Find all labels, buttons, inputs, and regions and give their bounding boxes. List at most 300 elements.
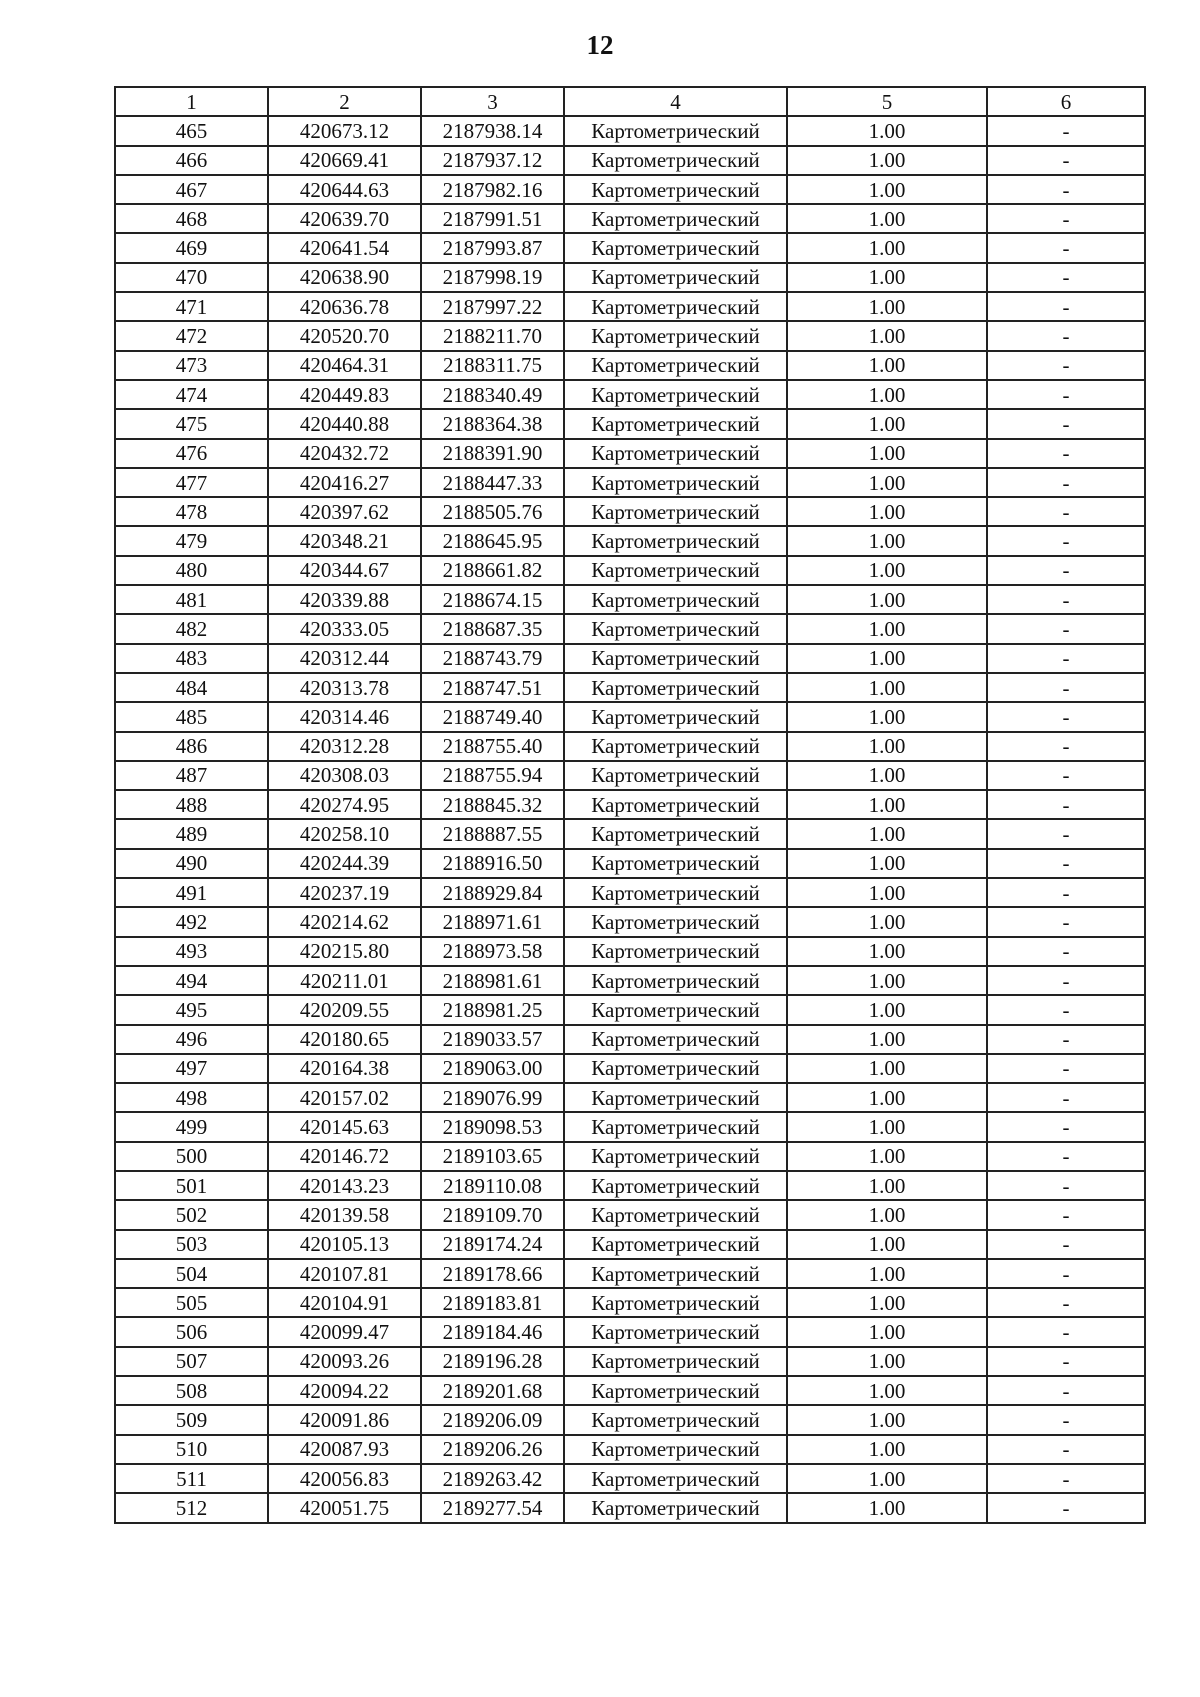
x-coordinate-cell: 420209.55 bbox=[268, 995, 421, 1024]
method-cell: Картометрический bbox=[564, 1230, 787, 1259]
point-number-cell: 483 bbox=[115, 644, 268, 673]
accuracy-cell: 1.00 bbox=[787, 321, 987, 350]
x-coordinate-cell: 420673.12 bbox=[268, 116, 421, 145]
method-cell: Картометрический bbox=[564, 1493, 787, 1522]
y-coordinate-cell: 2189103.65 bbox=[421, 1142, 564, 1171]
table-row bbox=[115, 849, 1145, 878]
x-coordinate-cell: 420093.26 bbox=[268, 1347, 421, 1376]
point-number-cell: 512 bbox=[115, 1493, 268, 1522]
table-row bbox=[115, 790, 1145, 819]
method-cell: Картометрический bbox=[564, 1288, 787, 1317]
description-cell: - bbox=[987, 702, 1145, 731]
table-row bbox=[115, 585, 1145, 614]
method-cell: Картометрический bbox=[564, 673, 787, 702]
method-cell: Картометрический bbox=[564, 233, 787, 262]
point-number-cell: 488 bbox=[115, 790, 268, 819]
point-number-cell: 497 bbox=[115, 1054, 268, 1083]
accuracy-cell: 1.00 bbox=[787, 644, 987, 673]
x-coordinate-cell: 420104.91 bbox=[268, 1288, 421, 1317]
method-cell: Картометрический bbox=[564, 1435, 787, 1464]
point-number-cell: 480 bbox=[115, 556, 268, 585]
x-coordinate-cell: 420211.01 bbox=[268, 966, 421, 995]
y-coordinate-cell: 2189184.46 bbox=[421, 1317, 564, 1346]
method-cell: Картометрический bbox=[564, 937, 787, 966]
x-coordinate-cell: 420440.88 bbox=[268, 409, 421, 438]
x-coordinate-cell: 420258.10 bbox=[268, 819, 421, 848]
table-row bbox=[115, 995, 1145, 1024]
point-number-cell: 475 bbox=[115, 409, 268, 438]
point-number-cell: 490 bbox=[115, 849, 268, 878]
description-cell: - bbox=[987, 468, 1145, 497]
accuracy-cell: 1.00 bbox=[787, 380, 987, 409]
x-coordinate-cell: 420432.72 bbox=[268, 439, 421, 468]
description-cell: - bbox=[987, 585, 1145, 614]
x-coordinate-cell: 420051.75 bbox=[268, 1493, 421, 1522]
method-cell: Картометрический bbox=[564, 380, 787, 409]
method-cell: Картометрический bbox=[564, 1259, 787, 1288]
table-row bbox=[115, 644, 1145, 673]
table-row bbox=[115, 1230, 1145, 1259]
method-cell: Картометрический bbox=[564, 1025, 787, 1054]
y-coordinate-cell: 2188447.33 bbox=[421, 468, 564, 497]
x-coordinate-cell: 420215.80 bbox=[268, 937, 421, 966]
accuracy-cell: 1.00 bbox=[787, 497, 987, 526]
accuracy-cell: 1.00 bbox=[787, 614, 987, 643]
method-cell: Картометрический bbox=[564, 556, 787, 585]
y-coordinate-cell: 2187997.22 bbox=[421, 292, 564, 321]
description-cell: - bbox=[987, 292, 1145, 321]
description-cell: - bbox=[987, 439, 1145, 468]
description-cell: - bbox=[987, 321, 1145, 350]
description-cell: - bbox=[987, 497, 1145, 526]
description-cell: - bbox=[987, 1112, 1145, 1141]
description-cell: - bbox=[987, 1171, 1145, 1200]
accuracy-cell: 1.00 bbox=[787, 351, 987, 380]
table-row bbox=[115, 702, 1145, 731]
point-number-cell: 467 bbox=[115, 175, 268, 204]
table-header-row bbox=[115, 87, 1145, 116]
accuracy-cell: 1.00 bbox=[787, 1083, 987, 1112]
y-coordinate-cell: 2188687.35 bbox=[421, 614, 564, 643]
method-cell: Картометрический bbox=[564, 995, 787, 1024]
description-cell: - bbox=[987, 878, 1145, 907]
description-cell: - bbox=[987, 644, 1145, 673]
description-cell: - bbox=[987, 761, 1145, 790]
accuracy-cell: 1.00 bbox=[787, 995, 987, 1024]
x-coordinate-cell: 420639.70 bbox=[268, 204, 421, 233]
y-coordinate-cell: 2189263.42 bbox=[421, 1464, 564, 1493]
table-row bbox=[115, 409, 1145, 438]
column-header: 4 bbox=[564, 87, 787, 116]
point-number-cell: 479 bbox=[115, 526, 268, 555]
description-cell: - bbox=[987, 966, 1145, 995]
accuracy-cell: 1.00 bbox=[787, 468, 987, 497]
description-cell: - bbox=[987, 1464, 1145, 1493]
x-coordinate-cell: 420274.95 bbox=[268, 790, 421, 819]
method-cell: Картометрический bbox=[564, 761, 787, 790]
table-row bbox=[115, 878, 1145, 907]
description-cell: - bbox=[987, 937, 1145, 966]
y-coordinate-cell: 2188674.15 bbox=[421, 585, 564, 614]
x-coordinate-cell: 420308.03 bbox=[268, 761, 421, 790]
x-coordinate-cell: 420449.83 bbox=[268, 380, 421, 409]
method-cell: Картометрический bbox=[564, 966, 787, 995]
table-body bbox=[115, 116, 1145, 1522]
y-coordinate-cell: 2189178.66 bbox=[421, 1259, 564, 1288]
point-number-cell: 486 bbox=[115, 732, 268, 761]
y-coordinate-cell: 2188845.32 bbox=[421, 790, 564, 819]
table-row bbox=[115, 233, 1145, 262]
y-coordinate-cell: 2189183.81 bbox=[421, 1288, 564, 1317]
point-number-cell: 491 bbox=[115, 878, 268, 907]
method-cell: Картометрический bbox=[564, 439, 787, 468]
y-coordinate-cell: 2187998.19 bbox=[421, 263, 564, 292]
table-row bbox=[115, 1405, 1145, 1434]
point-number-cell: 495 bbox=[115, 995, 268, 1024]
description-cell: - bbox=[987, 1259, 1145, 1288]
y-coordinate-cell: 2187937.12 bbox=[421, 146, 564, 175]
method-cell: Картометрический bbox=[564, 175, 787, 204]
accuracy-cell: 1.00 bbox=[787, 1259, 987, 1288]
method-cell: Картометрический bbox=[564, 1464, 787, 1493]
point-number-cell: 506 bbox=[115, 1317, 268, 1346]
x-coordinate-cell: 420312.44 bbox=[268, 644, 421, 673]
y-coordinate-cell: 2188887.55 bbox=[421, 819, 564, 848]
point-number-cell: 474 bbox=[115, 380, 268, 409]
x-coordinate-cell: 420180.65 bbox=[268, 1025, 421, 1054]
x-coordinate-cell: 420348.21 bbox=[268, 526, 421, 555]
description-cell: - bbox=[987, 790, 1145, 819]
x-coordinate-cell: 420214.62 bbox=[268, 907, 421, 936]
x-coordinate-cell: 420056.83 bbox=[268, 1464, 421, 1493]
point-number-cell: 510 bbox=[115, 1435, 268, 1464]
method-cell: Картометрический bbox=[564, 351, 787, 380]
description-cell: - bbox=[987, 380, 1145, 409]
column-header: 2 bbox=[268, 87, 421, 116]
y-coordinate-cell: 2187938.14 bbox=[421, 116, 564, 145]
description-cell: - bbox=[987, 1347, 1145, 1376]
table-row bbox=[115, 1200, 1145, 1229]
point-number-cell: 465 bbox=[115, 116, 268, 145]
table-row bbox=[115, 1112, 1145, 1141]
accuracy-cell: 1.00 bbox=[787, 556, 987, 585]
accuracy-cell: 1.00 bbox=[787, 702, 987, 731]
table-row bbox=[115, 146, 1145, 175]
point-number-cell: 484 bbox=[115, 673, 268, 702]
description-cell: - bbox=[987, 116, 1145, 145]
description-cell: - bbox=[987, 1230, 1145, 1259]
method-cell: Картометрический bbox=[564, 1112, 787, 1141]
table-row bbox=[115, 614, 1145, 643]
y-coordinate-cell: 2188981.25 bbox=[421, 995, 564, 1024]
accuracy-cell: 1.00 bbox=[787, 1200, 987, 1229]
accuracy-cell: 1.00 bbox=[787, 409, 987, 438]
x-coordinate-cell: 420520.70 bbox=[268, 321, 421, 350]
point-number-cell: 496 bbox=[115, 1025, 268, 1054]
x-coordinate-cell: 420091.86 bbox=[268, 1405, 421, 1434]
point-number-cell: 493 bbox=[115, 937, 268, 966]
accuracy-cell: 1.00 bbox=[787, 966, 987, 995]
method-cell: Картометрический bbox=[564, 292, 787, 321]
y-coordinate-cell: 2188973.58 bbox=[421, 937, 564, 966]
point-number-cell: 469 bbox=[115, 233, 268, 262]
table-row bbox=[115, 1025, 1145, 1054]
point-number-cell: 468 bbox=[115, 204, 268, 233]
table-row bbox=[115, 1054, 1145, 1083]
y-coordinate-cell: 2189063.00 bbox=[421, 1054, 564, 1083]
x-coordinate-cell: 420312.28 bbox=[268, 732, 421, 761]
table-row bbox=[115, 1464, 1145, 1493]
x-coordinate-cell: 420146.72 bbox=[268, 1142, 421, 1171]
table-row bbox=[115, 1083, 1145, 1112]
point-number-cell: 508 bbox=[115, 1376, 268, 1405]
x-coordinate-cell: 420094.22 bbox=[268, 1376, 421, 1405]
accuracy-cell: 1.00 bbox=[787, 1347, 987, 1376]
y-coordinate-cell: 2189277.54 bbox=[421, 1493, 564, 1522]
description-cell: - bbox=[987, 1317, 1145, 1346]
table-row bbox=[115, 1288, 1145, 1317]
y-coordinate-cell: 2188743.79 bbox=[421, 644, 564, 673]
point-number-cell: 503 bbox=[115, 1230, 268, 1259]
accuracy-cell: 1.00 bbox=[787, 790, 987, 819]
method-cell: Картометрический bbox=[564, 1171, 787, 1200]
table-row bbox=[115, 1259, 1145, 1288]
x-coordinate-cell: 420107.81 bbox=[268, 1259, 421, 1288]
accuracy-cell: 1.00 bbox=[787, 937, 987, 966]
method-cell: Картометрический bbox=[564, 644, 787, 673]
description-cell: - bbox=[987, 673, 1145, 702]
description-cell: - bbox=[987, 409, 1145, 438]
x-coordinate-cell: 420464.31 bbox=[268, 351, 421, 380]
y-coordinate-cell: 2188929.84 bbox=[421, 878, 564, 907]
description-cell: - bbox=[987, 204, 1145, 233]
point-number-cell: 501 bbox=[115, 1171, 268, 1200]
method-cell: Картометрический bbox=[564, 204, 787, 233]
description-cell: - bbox=[987, 1405, 1145, 1434]
method-cell: Картометрический bbox=[564, 1376, 787, 1405]
table-row bbox=[115, 204, 1145, 233]
y-coordinate-cell: 2187982.16 bbox=[421, 175, 564, 204]
point-number-cell: 473 bbox=[115, 351, 268, 380]
column-header: 5 bbox=[787, 87, 987, 116]
table-row bbox=[115, 966, 1145, 995]
y-coordinate-cell: 2188749.40 bbox=[421, 702, 564, 731]
description-cell: - bbox=[987, 556, 1145, 585]
accuracy-cell: 1.00 bbox=[787, 761, 987, 790]
table-row bbox=[115, 321, 1145, 350]
y-coordinate-cell: 2189109.70 bbox=[421, 1200, 564, 1229]
method-cell: Картометрический bbox=[564, 585, 787, 614]
point-number-cell: 489 bbox=[115, 819, 268, 848]
y-coordinate-cell: 2189174.24 bbox=[421, 1230, 564, 1259]
accuracy-cell: 1.00 bbox=[787, 1142, 987, 1171]
table-row bbox=[115, 497, 1145, 526]
method-cell: Картометрический bbox=[564, 1317, 787, 1346]
table-row bbox=[115, 380, 1145, 409]
x-coordinate-cell: 420416.27 bbox=[268, 468, 421, 497]
y-coordinate-cell: 2188505.76 bbox=[421, 497, 564, 526]
accuracy-cell: 1.00 bbox=[787, 1230, 987, 1259]
x-coordinate-cell: 420638.90 bbox=[268, 263, 421, 292]
x-coordinate-cell: 420333.05 bbox=[268, 614, 421, 643]
point-number-cell: 472 bbox=[115, 321, 268, 350]
table-row bbox=[115, 1347, 1145, 1376]
table-row bbox=[115, 673, 1145, 702]
description-cell: - bbox=[987, 732, 1145, 761]
table-row bbox=[115, 175, 1145, 204]
accuracy-cell: 1.00 bbox=[787, 1376, 987, 1405]
x-coordinate-cell: 420143.23 bbox=[268, 1171, 421, 1200]
method-cell: Картометрический bbox=[564, 321, 787, 350]
description-cell: - bbox=[987, 849, 1145, 878]
point-number-cell: 471 bbox=[115, 292, 268, 321]
accuracy-cell: 1.00 bbox=[787, 1288, 987, 1317]
accuracy-cell: 1.00 bbox=[787, 585, 987, 614]
y-coordinate-cell: 2188645.95 bbox=[421, 526, 564, 555]
method-cell: Картометрический bbox=[564, 907, 787, 936]
y-coordinate-cell: 2188391.90 bbox=[421, 439, 564, 468]
y-coordinate-cell: 2188340.49 bbox=[421, 380, 564, 409]
description-cell: - bbox=[987, 233, 1145, 262]
x-coordinate-cell: 420157.02 bbox=[268, 1083, 421, 1112]
description-cell: - bbox=[987, 1493, 1145, 1522]
x-coordinate-cell: 420105.13 bbox=[268, 1230, 421, 1259]
description-cell: - bbox=[987, 819, 1145, 848]
y-coordinate-cell: 2187991.51 bbox=[421, 204, 564, 233]
table-row bbox=[115, 1376, 1145, 1405]
y-coordinate-cell: 2188311.75 bbox=[421, 351, 564, 380]
method-cell: Картометрический bbox=[564, 702, 787, 731]
y-coordinate-cell: 2188981.61 bbox=[421, 966, 564, 995]
point-number-cell: 504 bbox=[115, 1259, 268, 1288]
coordinates-table bbox=[114, 86, 1146, 1524]
point-number-cell: 511 bbox=[115, 1464, 268, 1493]
description-cell: - bbox=[987, 1083, 1145, 1112]
description-cell: - bbox=[987, 351, 1145, 380]
point-number-cell: 477 bbox=[115, 468, 268, 497]
accuracy-cell: 1.00 bbox=[787, 146, 987, 175]
accuracy-cell: 1.00 bbox=[787, 1025, 987, 1054]
method-cell: Картометрический bbox=[564, 1083, 787, 1112]
accuracy-cell: 1.00 bbox=[787, 878, 987, 907]
description-cell: - bbox=[987, 1435, 1145, 1464]
x-coordinate-cell: 420139.58 bbox=[268, 1200, 421, 1229]
method-cell: Картометрический bbox=[564, 819, 787, 848]
y-coordinate-cell: 2189110.08 bbox=[421, 1171, 564, 1200]
point-number-cell: 499 bbox=[115, 1112, 268, 1141]
description-cell: - bbox=[987, 1200, 1145, 1229]
method-cell: Картометрический bbox=[564, 790, 787, 819]
y-coordinate-cell: 2187993.87 bbox=[421, 233, 564, 262]
point-number-cell: 500 bbox=[115, 1142, 268, 1171]
point-number-cell: 485 bbox=[115, 702, 268, 731]
accuracy-cell: 1.00 bbox=[787, 673, 987, 702]
accuracy-cell: 1.00 bbox=[787, 175, 987, 204]
y-coordinate-cell: 2189076.99 bbox=[421, 1083, 564, 1112]
description-cell: - bbox=[987, 1288, 1145, 1317]
y-coordinate-cell: 2189201.68 bbox=[421, 1376, 564, 1405]
point-number-cell: 502 bbox=[115, 1200, 268, 1229]
table-row bbox=[115, 937, 1145, 966]
y-coordinate-cell: 2188971.61 bbox=[421, 907, 564, 936]
accuracy-cell: 1.00 bbox=[787, 526, 987, 555]
description-cell: - bbox=[987, 907, 1145, 936]
method-cell: Картометрический bbox=[564, 1054, 787, 1083]
x-coordinate-cell: 420641.54 bbox=[268, 233, 421, 262]
table-row bbox=[115, 1317, 1145, 1346]
table-row bbox=[115, 1493, 1145, 1522]
accuracy-cell: 1.00 bbox=[787, 819, 987, 848]
y-coordinate-cell: 2188364.38 bbox=[421, 409, 564, 438]
y-coordinate-cell: 2188211.70 bbox=[421, 321, 564, 350]
x-coordinate-cell: 420344.67 bbox=[268, 556, 421, 585]
description-cell: - bbox=[987, 146, 1145, 175]
table-row bbox=[115, 1142, 1145, 1171]
point-number-cell: 509 bbox=[115, 1405, 268, 1434]
point-number-cell: 470 bbox=[115, 263, 268, 292]
point-number-cell: 482 bbox=[115, 614, 268, 643]
table-row bbox=[115, 819, 1145, 848]
accuracy-cell: 1.00 bbox=[787, 1435, 987, 1464]
description-cell: - bbox=[987, 1376, 1145, 1405]
table-row bbox=[115, 263, 1145, 292]
y-coordinate-cell: 2188755.94 bbox=[421, 761, 564, 790]
table-row bbox=[115, 907, 1145, 936]
x-coordinate-cell: 420237.19 bbox=[268, 878, 421, 907]
y-coordinate-cell: 2188916.50 bbox=[421, 849, 564, 878]
accuracy-cell: 1.00 bbox=[787, 439, 987, 468]
point-number-cell: 487 bbox=[115, 761, 268, 790]
accuracy-cell: 1.00 bbox=[787, 1464, 987, 1493]
y-coordinate-cell: 2189098.53 bbox=[421, 1112, 564, 1141]
method-cell: Картометрический bbox=[564, 1347, 787, 1376]
method-cell: Картометрический bbox=[564, 468, 787, 497]
x-coordinate-cell: 420244.39 bbox=[268, 849, 421, 878]
x-coordinate-cell: 420339.88 bbox=[268, 585, 421, 614]
point-number-cell: 505 bbox=[115, 1288, 268, 1317]
accuracy-cell: 1.00 bbox=[787, 233, 987, 262]
method-cell: Картометрический bbox=[564, 146, 787, 175]
accuracy-cell: 1.00 bbox=[787, 732, 987, 761]
accuracy-cell: 1.00 bbox=[787, 1054, 987, 1083]
y-coordinate-cell: 2188747.51 bbox=[421, 673, 564, 702]
description-cell: - bbox=[987, 614, 1145, 643]
table-row bbox=[115, 116, 1145, 145]
table-row bbox=[115, 292, 1145, 321]
description-cell: - bbox=[987, 175, 1145, 204]
y-coordinate-cell: 2188661.82 bbox=[421, 556, 564, 585]
point-number-cell: 476 bbox=[115, 439, 268, 468]
table-row bbox=[115, 526, 1145, 555]
accuracy-cell: 1.00 bbox=[787, 204, 987, 233]
table-row bbox=[115, 1171, 1145, 1200]
point-number-cell: 466 bbox=[115, 146, 268, 175]
point-number-cell: 481 bbox=[115, 585, 268, 614]
x-coordinate-cell: 420397.62 bbox=[268, 497, 421, 526]
y-coordinate-cell: 2189206.26 bbox=[421, 1435, 564, 1464]
x-coordinate-cell: 420644.63 bbox=[268, 175, 421, 204]
accuracy-cell: 1.00 bbox=[787, 292, 987, 321]
column-header: 3 bbox=[421, 87, 564, 116]
description-cell: - bbox=[987, 1025, 1145, 1054]
table-row bbox=[115, 732, 1145, 761]
table-row bbox=[115, 468, 1145, 497]
x-coordinate-cell: 420145.63 bbox=[268, 1112, 421, 1141]
accuracy-cell: 1.00 bbox=[787, 849, 987, 878]
method-cell: Картометрический bbox=[564, 1405, 787, 1434]
point-number-cell: 498 bbox=[115, 1083, 268, 1112]
description-cell: - bbox=[987, 1142, 1145, 1171]
